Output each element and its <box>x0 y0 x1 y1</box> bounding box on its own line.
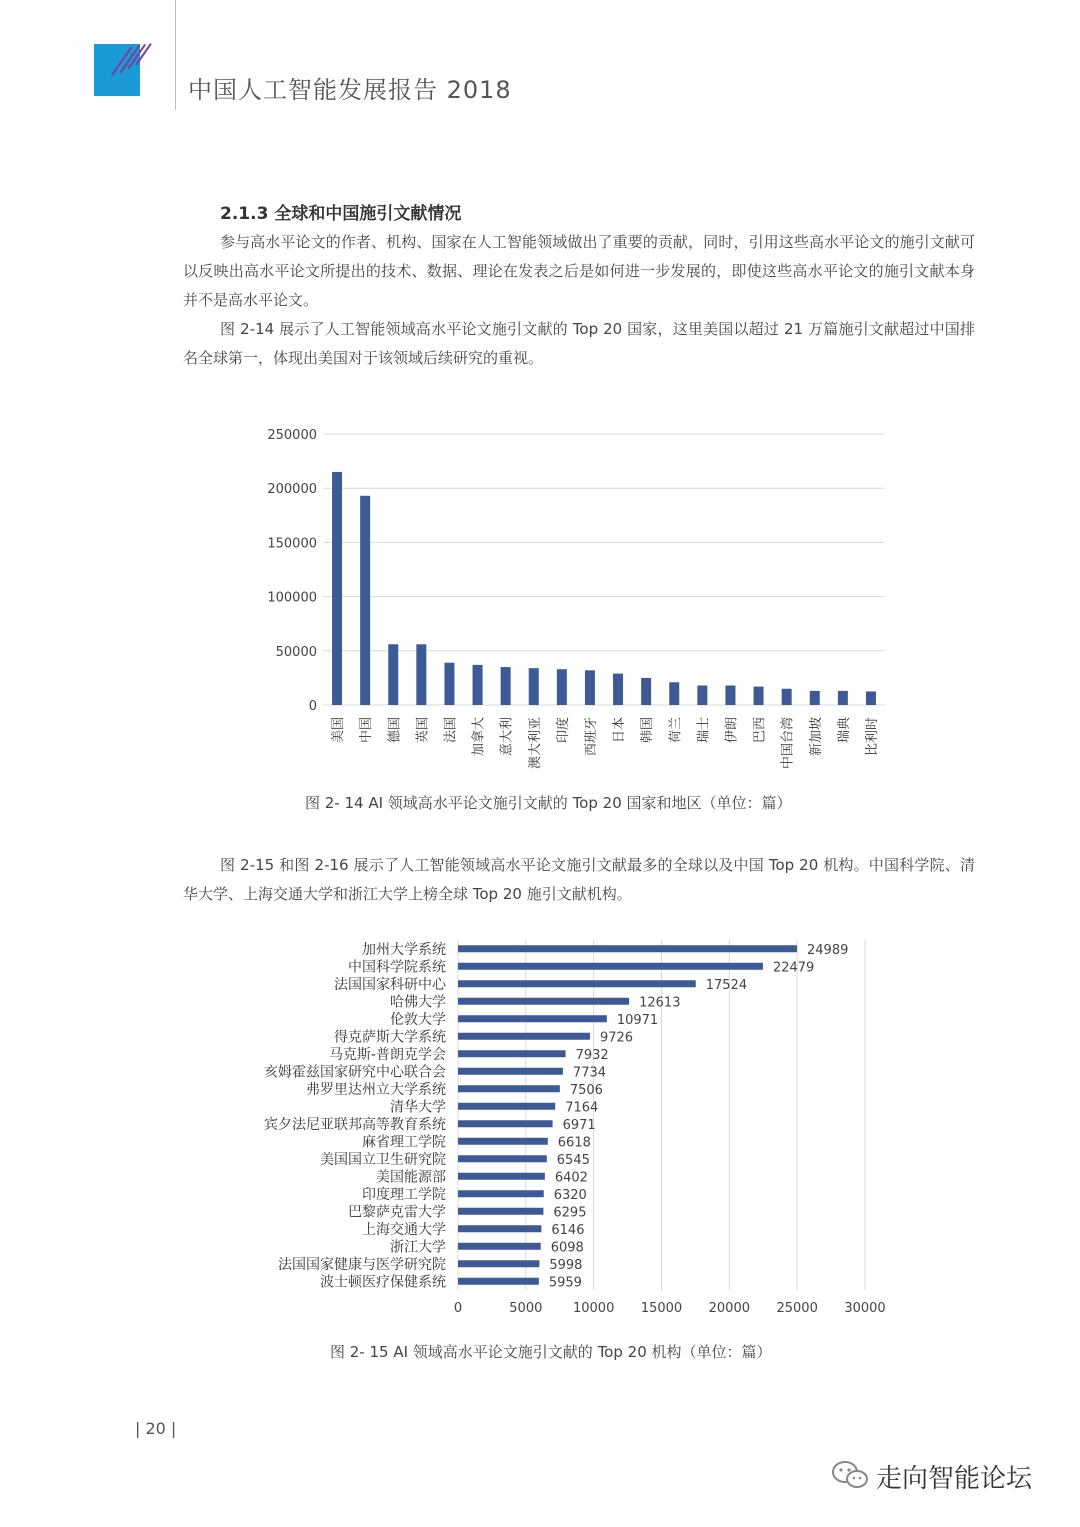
category-label: 弗罗里达州立大学系统 <box>306 1081 446 1098</box>
category-label: 美国能源部 <box>376 1169 446 1186</box>
bar <box>458 1173 545 1180</box>
bar <box>458 1033 590 1040</box>
bar <box>458 1155 547 1162</box>
bar <box>458 1190 544 1197</box>
category-label: 上海交通大学 <box>362 1221 446 1238</box>
bar <box>458 1260 539 1267</box>
x-tick-label: 中国台湾 <box>780 717 796 770</box>
bar <box>458 1138 548 1145</box>
data-label: 5998 <box>549 1257 583 1273</box>
data-label: 9726 <box>599 1030 634 1046</box>
data-label: 7506 <box>569 1082 603 1098</box>
data-label: 6402 <box>554 1170 588 1186</box>
section-heading: 2.1.3 全球和中国施引文献情况 <box>220 204 462 224</box>
data-label: 12613 <box>639 995 681 1011</box>
data-label: 17524 <box>705 977 748 993</box>
x-tick-label: 瑞典 <box>836 717 852 744</box>
data-label: 6098 <box>550 1240 584 1256</box>
category-label: 波士顿医疗保健系统 <box>320 1274 446 1291</box>
bar <box>458 1103 555 1110</box>
x-tick-label: 5000 <box>509 1301 543 1316</box>
bar <box>458 1068 563 1075</box>
category-label: 得克萨斯大学系统 <box>334 1029 446 1046</box>
y-tick-label: 0 <box>308 699 317 714</box>
report-title: 中国人工智能发展报告 2018 <box>188 76 512 104</box>
x-tick-label: 英国 <box>415 717 431 744</box>
bar <box>458 1085 560 1092</box>
x-tick-label: 巴西 <box>752 717 768 744</box>
bar <box>458 1243 541 1250</box>
x-tick-label: 比利时 <box>864 717 880 757</box>
y-tick-label: 50000 <box>275 644 317 660</box>
x-tick-label: 韩国 <box>640 717 656 744</box>
watermark-text: 走向智能论坛 <box>876 1464 1033 1494</box>
category-label: 麻省理工学院 <box>362 1134 446 1151</box>
x-tick-label: 法国 <box>443 717 459 744</box>
data-label: 7932 <box>575 1047 609 1063</box>
category-label: 亥姆霍兹国家研究中心联合会 <box>264 1064 446 1081</box>
data-label: 6545 <box>556 1152 590 1168</box>
x-tick-label: 印度 <box>555 717 571 744</box>
bar <box>458 1208 543 1215</box>
data-label: 10971 <box>616 1012 659 1028</box>
category-label: 宾夕法尼亚联邦高等教育系统 <box>264 1116 446 1133</box>
figure-2-14-caption: 图 2- 14 AI 领域高水平论文施引文献的 Top 20 国家和地区（单位：篇） <box>305 794 792 812</box>
bar <box>458 998 629 1005</box>
category-label: 哈佛大学 <box>390 994 446 1011</box>
x-tick-label: 澳大利亚 <box>527 717 543 770</box>
data-label: 7734 <box>572 1065 607 1081</box>
paragraph-fig14-intro: 图 2-14 展示了人工智能领域高水平论文施引文献的 Top 20 国家，这里美国以超过 21 万篇施引文献超过中国排名全球第一，体现出美国对于该领域后续研究的重视。 <box>183 320 975 367</box>
category-label: 伦敦大学 <box>390 1011 446 1028</box>
category-label: 加州大学系统 <box>362 941 446 958</box>
x-tick-label: 15000 <box>640 1301 683 1316</box>
category-label: 中国科学院系统 <box>348 959 446 976</box>
y-tick-label: 150000 <box>267 536 317 552</box>
data-label: 6295 <box>553 1205 587 1221</box>
paragraph-intro: 参与高水平论文的作者、机构、国家在人工智能领域做出了重要的贡献，同时，引用这些高水平论文的施引文献可以反映出高水平论文所提出的技术、数据、理论在发表之后是如何进一步发展的，即使这些高水平论文的施引文献本身并不是高水平论文。 <box>183 233 975 309</box>
wechat-icon <box>830 1459 870 1495</box>
bar <box>458 1278 539 1285</box>
x-tick-label: 加拿大 <box>471 717 487 757</box>
x-tick-label: 日本 <box>612 717 628 744</box>
x-tick-label: 荷兰 <box>668 717 684 744</box>
figure-2-15-caption: 图 2- 15 AI 领域高水平论文施引文献的 Top 20 机构（单位：篇） <box>330 1343 772 1361</box>
bar <box>458 1050 566 1057</box>
x-tick-label: 美国 <box>331 717 347 744</box>
category-label: 浙江大学 <box>390 1239 446 1256</box>
x-tick-label: 10000 <box>572 1301 615 1316</box>
data-label: 6320 <box>553 1187 587 1203</box>
data-label: 22479 <box>772 960 815 976</box>
bar <box>458 1120 553 1127</box>
category-label: 法国国家健康与医学研究院 <box>278 1256 446 1273</box>
data-label: 6971 <box>562 1117 596 1133</box>
category-label: 美国国立卫生研究院 <box>320 1151 446 1168</box>
y-tick-label: 200000 <box>267 482 317 498</box>
x-tick-label: 西班牙 <box>583 717 599 757</box>
x-tick-label: 25000 <box>776 1301 818 1316</box>
watermark <box>830 1458 1032 1495</box>
x-tick-label: 0 <box>453 1301 463 1316</box>
page-number: | 20 | <box>135 1419 177 1438</box>
y-tick-label: 100000 <box>267 590 317 606</box>
data-label: 7164 <box>565 1100 599 1116</box>
category-label: 巴黎萨克雷大学 <box>348 1204 446 1221</box>
x-tick-label: 20000 <box>708 1301 751 1316</box>
bar <box>458 980 696 987</box>
x-tick-label: 伊朗 <box>724 717 740 744</box>
paragraph-fig15-intro: 图 2-15 和图 2-16 展示了人工智能领域高水平论文施引文献最多的全球以及中国 Top 20 机构。中国科学院、清华大学、上海交通大学和浙江大学上榜全球 Top 20 施引文献机构。 <box>183 856 975 903</box>
bar <box>458 963 763 970</box>
x-tick-label: 新加坡 <box>808 717 824 757</box>
category-label: 印度理工学院 <box>362 1186 446 1203</box>
x-tick-label: 瑞士 <box>696 717 712 744</box>
y-tick-label: 250000 <box>267 428 317 443</box>
x-tick-label: 意大利 <box>499 717 515 757</box>
data-label: 6618 <box>557 1135 591 1151</box>
bar <box>458 1225 541 1232</box>
data-label: 5959 <box>548 1275 582 1291</box>
category-label: 马克斯-普朗克学会 <box>328 1046 446 1063</box>
category-label: 法国国家科研中心 <box>334 976 446 993</box>
x-tick-label: 德国 <box>387 717 403 744</box>
data-label: 6146 <box>551 1222 585 1238</box>
data-label: 24989 <box>807 942 849 958</box>
x-tick-label: 中国 <box>359 717 375 744</box>
x-tick-label: 30000 <box>844 1301 886 1316</box>
bar <box>458 945 797 952</box>
category-label: 清华大学 <box>390 1099 446 1116</box>
bar <box>458 1015 607 1022</box>
